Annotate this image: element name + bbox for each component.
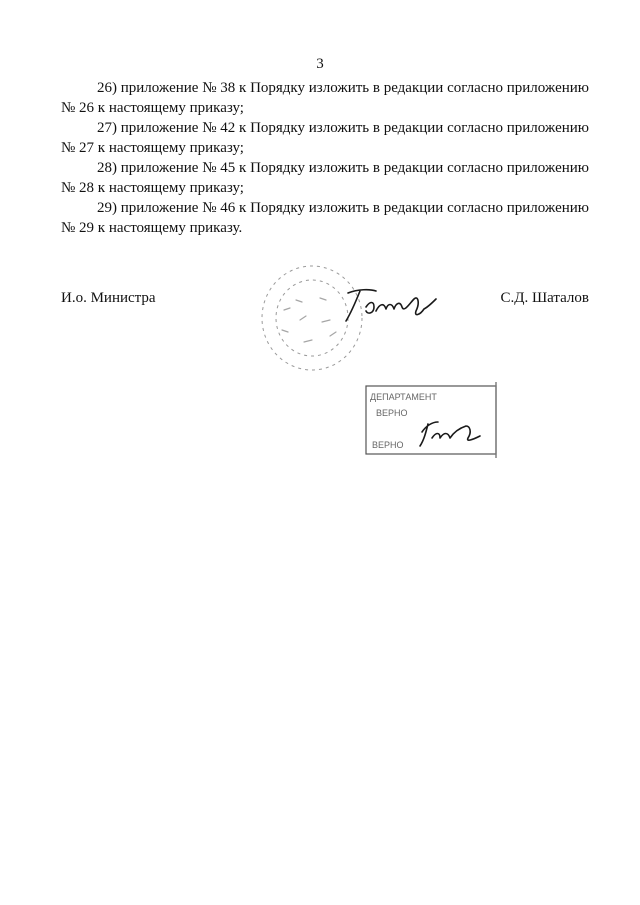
page-number: 3 xyxy=(316,56,324,72)
list-item xyxy=(61,198,589,238)
list-item xyxy=(61,158,589,198)
stamp-text: ВЕРНО xyxy=(372,440,404,450)
list-item-continuation: № 26 к настоящему приказу; xyxy=(61,100,244,116)
list-item-continuation: № 28 к настоящему приказу; xyxy=(61,180,244,196)
signer-name: С.Д. Шаталов xyxy=(500,290,589,306)
list-item-line: 28) приложение № 45 к Порядку изложить в редакции согласно приложению xyxy=(97,160,589,176)
list-item-continuation: № 27 к настоящему приказу; xyxy=(61,140,244,156)
list-item xyxy=(61,118,589,158)
list-item-line: 26) приложение № 38 к Порядку изложить в редакции согласно приложению xyxy=(97,80,589,96)
list-item xyxy=(61,78,589,118)
copy-stamp xyxy=(362,380,500,460)
list-item-line: 27) приложение № 42 к Порядку изложить в редакции согласно приложению xyxy=(97,120,589,136)
stamp-text: ДЕПАРТАМЕНТ xyxy=(370,392,437,402)
signature xyxy=(340,285,440,325)
signer-position: И.о. Министра xyxy=(61,290,156,306)
stamp-text: ВЕРНО xyxy=(376,408,408,418)
list-item-continuation: № 29 к настоящему приказу. xyxy=(61,220,243,236)
list-item-line: 29) приложение № 46 к Порядку изложить в редакции согласно приложению xyxy=(97,200,589,216)
amendment-list xyxy=(61,78,589,238)
